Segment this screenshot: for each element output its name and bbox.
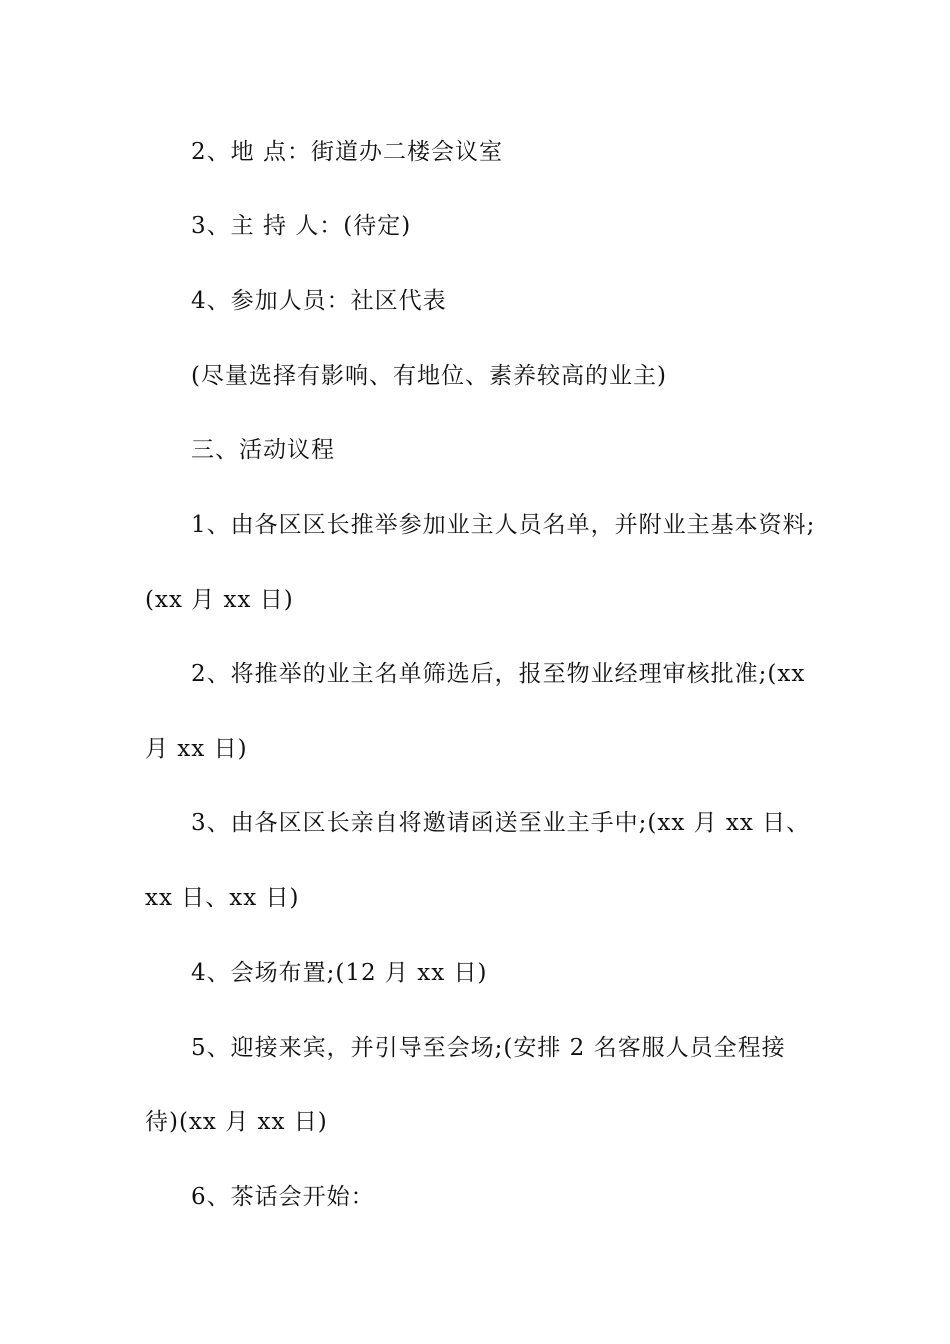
- agenda-item-4: 4、会场布置;(12 月 xx 日): [191, 960, 488, 986]
- section-heading-agenda: 三、活动议程: [191, 437, 335, 463]
- agenda-item-3-cont: xx 日、xx 日): [145, 885, 300, 911]
- agenda-item-6: 6、茶话会开始：: [191, 1184, 375, 1210]
- participants-note: (尽量选择有影响、有地位、素养较高的业主): [191, 363, 667, 389]
- location-line: 2、地 点：街道办二楼会议室: [191, 139, 503, 165]
- agenda-item-2-cont: 月 xx 日): [145, 736, 248, 762]
- participants-line: 4、参加人员：社区代表: [191, 288, 447, 314]
- host-line: 3、主 持 人：(待定): [191, 213, 412, 239]
- agenda-item-2: 2、将推举的业主名单筛选后，报至物业经理审核批准;(xx: [191, 661, 806, 687]
- agenda-item-5-cont: 待)(xx 月 xx 日): [145, 1109, 328, 1135]
- agenda-item-1-cont: (xx 月 xx 日): [145, 587, 294, 613]
- agenda-item-5: 5、迎接来宾，并引导至会场;(安排 2 名客服人员全程接: [191, 1035, 786, 1061]
- agenda-item-3: 3、由各区区长亲自将邀请函送至业主手中;(xx 月 xx 日、: [191, 810, 811, 836]
- agenda-item-1: 1、由各区区长推举参加业主人员名单，并附业主基本资料;: [191, 512, 816, 538]
